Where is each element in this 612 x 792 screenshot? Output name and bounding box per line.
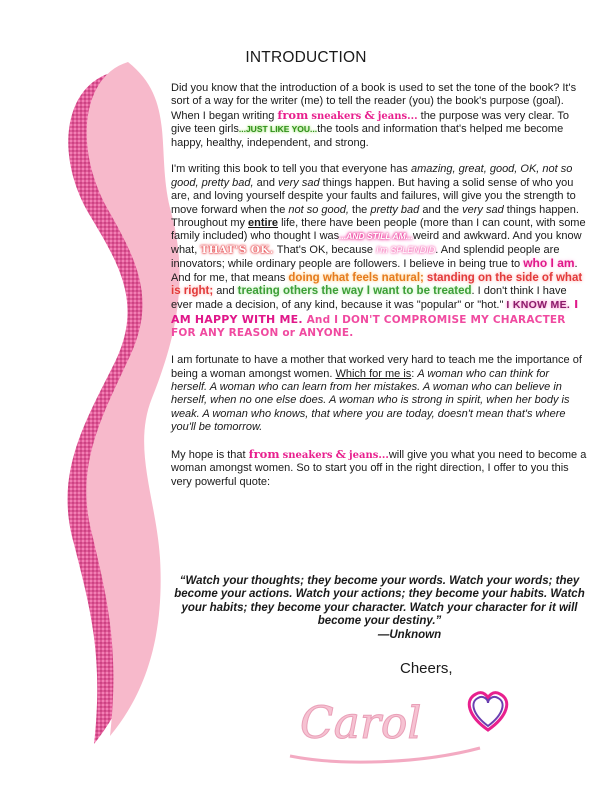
paragraph-purpose: Did you know that the introduction of a book is used to set the tone of the book? It's sort of a way for the writer (me) to tell the reader (you) the book's purpose (goal). When I began writing from sneakers & jeans... the purpose was very clear. To give teen girls...JUST LIKE YOU...the tools and information that's helped me become happy, healthy, independent, and strong. (171, 82, 577, 149)
closing: Cheers, (400, 660, 453, 677)
standing-highlight: standing on the side of what is right; (171, 271, 583, 298)
paragraph-mother: I am fortunate to have a mother that worked very hard to teach me the importance of being a woman amongst women. Which for me is: A woman who can think for herself. A woman who can learn from her mistakes. A woman who can believe in herself, when no one else does. A woman who is strong in spirit, when her body is weak. A woman who knows, that where you are today, doesn't mean that's where you'll be tomorrow. (171, 354, 582, 434)
just-like-you-highlight: ...JUST LIKE YOU... (238, 124, 318, 135)
paragraph-identity: I'm writing this book to tell you that everyone has amazing, great, good, OK, not so good, pretty bad, and very sad things happen. But having a solid sense of who you are, and loving yourself despite your faults and failures, will give you the strength to move forward when the not so good, the pretty bad and the very sad things happen. Throughout my entire life, there have been people (more than I can count, with some family included) who thought I was...AND STILL AM...weird and awkward. And you know what, THAT'S OK. That's OK, because I'm SPLENDID. And splendid people are innovators; while ordinary people are followers. I believe in being true to who I am. And for me, that means doing what feels natural; standing on the side of what is right; and treating others the way I want to be treated. I don't think I have ever made a decision, of any kind, because it was "popular" or "hot." I KNOW ME. I AM HAPPY WITH ME. And I DON'T COMPROMISE MY CHARACTER FOR ANY REASON or ANYONE. (171, 163, 586, 340)
know-me-highlight: I KNOW ME. (506, 299, 571, 312)
signature-flourish (290, 748, 480, 762)
treating-highlight: treating others the way I want to be treated (237, 285, 472, 298)
book-title-from: from (277, 107, 309, 122)
signature (280, 668, 520, 768)
quote-text: “Watch your thoughts; they become your words. Watch your words; they become your actions. Watch your actions; they become your habits. Watch your habits; they become your character. Watch your character for it will become your destiny.” (174, 575, 585, 628)
signature-text: Carol (300, 698, 422, 749)
happy-highlight: I AM HAPPY WITH ME. (171, 298, 579, 326)
quote-block (171, 575, 588, 642)
who-i-am-highlight: who I am (523, 256, 575, 271)
heart-icon (469, 693, 507, 730)
thats-ok-highlight: THAT'S OK. (200, 243, 274, 256)
compromise-highlight: And I DON'T COMPROMISE MY CHARACTER FOR ANY REASON or ANYONE. (171, 313, 566, 340)
body-text (171, 82, 588, 503)
paragraph-hope: My hope is that from sneakers & jeans...will give you what you need to become a woman amongst women. So to start you off in the right direction, I offer to you this very powerful quote: (171, 446, 587, 488)
natural-highlight: doing what feels natural; (288, 271, 424, 284)
still-am-highlight: ...AND STILL AM... (339, 231, 413, 242)
quote-author: —Unknown (377, 628, 442, 641)
splendid-highlight: I'm SPLENDID (376, 244, 436, 255)
page-title: INTRODUCTION (245, 49, 367, 66)
